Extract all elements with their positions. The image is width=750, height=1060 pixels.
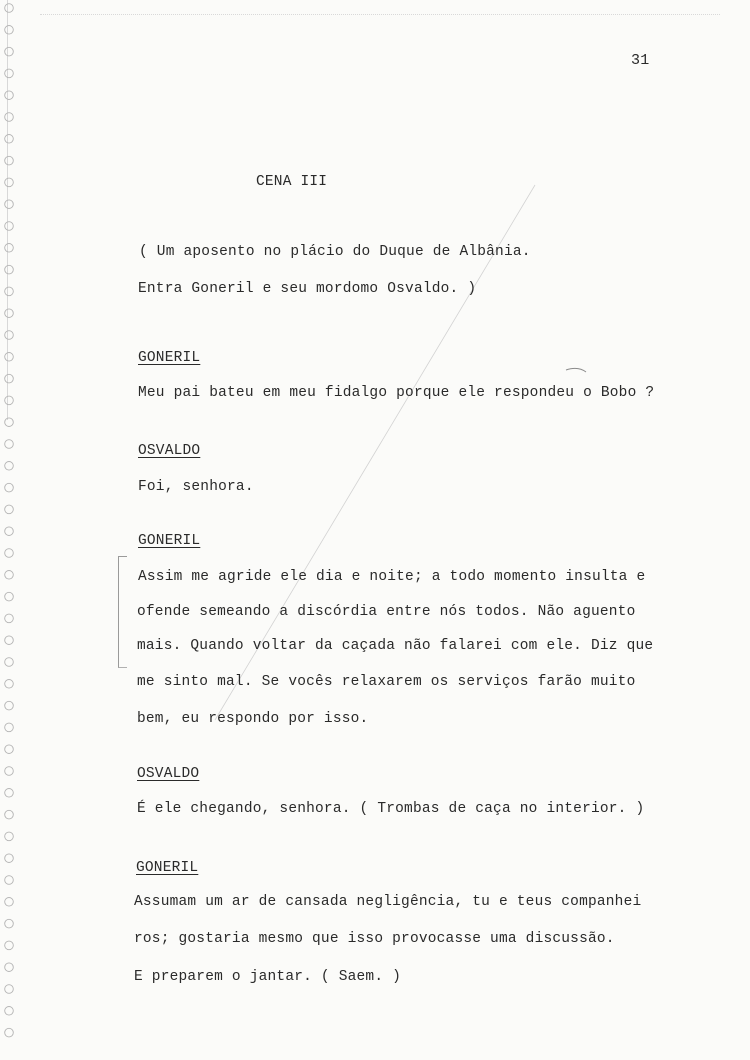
dialogue-line: Meu pai bateu em meu fidalgo porque ele respondeu o Bobo ?	[138, 385, 655, 401]
speaker-name: GONERIL	[138, 533, 201, 549]
dialogue-line: Assim me agride ele dia e noite; a todo momento insulta e	[138, 569, 646, 585]
dialogue-line: bem, eu respondo por isso.	[137, 711, 369, 727]
dialogue-line: Foi, senhora.	[138, 479, 254, 495]
dialogue-line: ofende semeando a discórdia entre nós todos. Não aguento	[137, 604, 636, 620]
speaker-name: GONERIL	[136, 860, 199, 876]
scene-title: CENA III	[256, 174, 328, 190]
dialogue-line: É ele chegando, senhora. ( Trombas de caça no interior. )	[137, 801, 645, 817]
page-number: 31	[631, 52, 650, 69]
margin-bracket-mark	[118, 556, 127, 668]
dialogue-line: E preparem o jantar. ( Saem. )	[134, 969, 402, 985]
dialogue-line: Assumam um ar de cansada negligência, tu e teus companhei	[134, 894, 642, 910]
stage-direction-line: Entra Goneril e seu mordomo Osvaldo. )	[138, 281, 477, 297]
speaker-name: GONERIL	[138, 350, 201, 366]
stage-direction-line: ( Um aposento no plácio do Duque de Albânia.	[139, 244, 531, 260]
speaker-name: OSVALDO	[137, 766, 200, 782]
dialogue-line: ros; gostaria mesmo que isso provocasse uma discussão.	[134, 931, 615, 947]
speaker-name: OSVALDO	[138, 443, 201, 459]
dialogue-line: mais. Quando voltar da caçada não falarei com ele. Diz que	[137, 638, 654, 654]
dialogue-line: me sinto mal. Se vocês relaxarem os serviços farão muito	[137, 674, 636, 690]
